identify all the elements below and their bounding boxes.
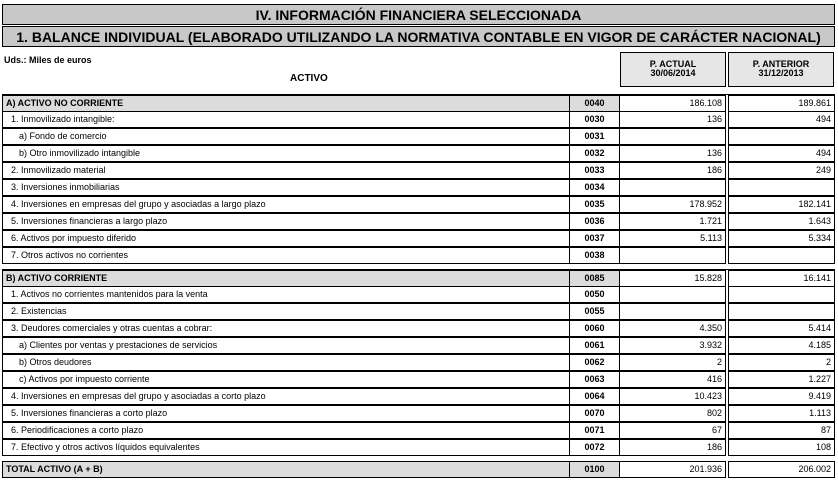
row-label: 7. Efectivo y otros activos líquidos equivalentes: [2, 439, 569, 456]
row-label: 5. Inversiones financieras a corto plazo: [2, 405, 569, 422]
table-row: [2, 286, 835, 303]
value-anterior: 5.414: [728, 320, 835, 337]
row-label: 7. Otros activos no corrientes: [2, 247, 569, 264]
value-actual: 186.108: [620, 95, 726, 112]
row-code: 0085: [569, 270, 620, 287]
value-anterior: 16.141: [728, 270, 835, 287]
table-row: [2, 196, 835, 213]
report-title: IV. INFORMACIÓN FINANCIERA SELECCIONADA: [2, 4, 835, 25]
row-label: A) ACTIVO NO CORRIENTE: [2, 95, 569, 112]
table-row: [2, 388, 835, 405]
value-actual: 2: [620, 354, 726, 371]
row-code: 0030: [569, 111, 620, 128]
row-code: 0061: [569, 337, 620, 354]
value-anterior: 494: [728, 145, 835, 162]
value-actual: 416: [620, 371, 726, 388]
column-header-anterior: [728, 52, 834, 87]
row-label: 2. Inmovilizado material: [2, 162, 569, 179]
units-label: Uds.: Miles de euros: [4, 55, 92, 65]
value-actual: [620, 286, 726, 303]
value-actual: 15.828: [620, 270, 726, 287]
balance-title: 1. BALANCE INDIVIDUAL (ELABORADO UTILIZANDO LA NORMATIVA CONTABLE EN VIGOR DE CARÁCTER NACIONAL): [2, 26, 835, 47]
table-row: [2, 320, 835, 337]
value-anterior: 108: [728, 439, 835, 456]
row-code: 0040: [569, 95, 620, 112]
column-anterior-label: P. ANTERIOR: [752, 59, 810, 69]
value-actual: 5.113: [620, 230, 726, 247]
total-row: [2, 461, 835, 478]
row-label: b) Otro inmovilizado intangible: [2, 145, 569, 162]
value-actual: 201.936: [620, 461, 726, 478]
table-row: [2, 337, 835, 354]
value-actual: 10.423: [620, 388, 726, 405]
value-anterior: 9.419: [728, 388, 835, 405]
row-label: 5. Inversiones financieras a largo plazo: [2, 213, 569, 230]
row-label: 4. Inversiones en empresas del grupo y asociadas a corto plazo: [2, 388, 569, 405]
row-code: 0072: [569, 439, 620, 456]
row-code: 0063: [569, 371, 620, 388]
row-label: 1. Activos no corrientes mantenidos para la venta: [2, 286, 569, 303]
row-label: 6. Periodificaciones a corto plazo: [2, 422, 569, 439]
row-code: 0100: [569, 461, 620, 478]
row-code: 0035: [569, 196, 620, 213]
value-actual: [620, 179, 726, 196]
row-label: 2. Existencias: [2, 303, 569, 320]
row-code: 0038: [569, 247, 620, 264]
table-row: [2, 162, 835, 179]
value-anterior: [728, 303, 835, 320]
activo-heading: ACTIVO: [290, 73, 328, 84]
table-row: [2, 303, 835, 320]
value-anterior: 1.643: [728, 213, 835, 230]
table-row: [2, 128, 835, 145]
value-actual: 3.932: [620, 337, 726, 354]
row-code: 0062: [569, 354, 620, 371]
value-anterior: 1.113: [728, 405, 835, 422]
column-actual-label: P. ACTUAL: [649, 59, 697, 69]
value-anterior: 87: [728, 422, 835, 439]
value-anterior: 494: [728, 111, 835, 128]
row-code: 0060: [569, 320, 620, 337]
row-code: 0064: [569, 388, 620, 405]
value-anterior: 5.334: [728, 230, 835, 247]
value-anterior: 2: [728, 354, 835, 371]
row-label: a) Fondo de comercio: [2, 128, 569, 145]
table-row: [2, 405, 835, 422]
column-header-actual: [620, 52, 726, 87]
table-row: [2, 439, 835, 456]
value-anterior: [728, 179, 835, 196]
value-anterior: 189.861: [728, 95, 835, 112]
row-label: 3. Deudores comerciales y otras cuentas a cobrar:: [2, 320, 569, 337]
row-code: 0071: [569, 422, 620, 439]
table-row: [2, 354, 835, 371]
value-anterior: 206.002: [728, 461, 835, 478]
value-actual: 4.350: [620, 320, 726, 337]
table-row: [2, 213, 835, 230]
table-row: [2, 371, 835, 388]
row-label: b) Otros deudores: [2, 354, 569, 371]
table-row: [2, 422, 835, 439]
row-label: 4. Inversiones en empresas del grupo y asociadas a largo plazo: [2, 196, 569, 213]
row-label: c) Activos por impuesto corriente: [2, 371, 569, 388]
row-code: 0033: [569, 162, 620, 179]
row-code: 0037: [569, 230, 620, 247]
table-row: [2, 145, 835, 162]
column-anterior-date: 31/12/2013: [758, 68, 804, 78]
row-code: 0070: [569, 405, 620, 422]
table-row: [2, 111, 835, 128]
value-actual: [620, 303, 726, 320]
value-actual: 136: [620, 111, 726, 128]
row-code: 0050: [569, 286, 620, 303]
table-row: [2, 230, 835, 247]
table-row: [2, 179, 835, 196]
section-row: [2, 94, 835, 112]
row-code: 0031: [569, 128, 620, 145]
row-code: 0034: [569, 179, 620, 196]
value-actual: 136: [620, 145, 726, 162]
value-anterior: 249: [728, 162, 835, 179]
value-actual: [620, 128, 726, 145]
value-actual: 186: [620, 162, 726, 179]
value-actual: 178.952: [620, 196, 726, 213]
value-actual: 186: [620, 439, 726, 456]
row-label: 6. Activos por impuesto diferido: [2, 230, 569, 247]
row-label: a) Clientes por ventas y prestaciones de servicios: [2, 337, 569, 354]
row-code: 0036: [569, 213, 620, 230]
table-row: [2, 247, 835, 264]
value-actual: [620, 247, 726, 264]
row-label: 1. Inmovilizado intangible:: [2, 111, 569, 128]
value-actual: 67: [620, 422, 726, 439]
value-anterior: [728, 247, 835, 264]
value-actual: 1.721: [620, 213, 726, 230]
row-label: 3. Inversiones inmobiliarias: [2, 179, 569, 196]
value-anterior: 1.227: [728, 371, 835, 388]
value-anterior: [728, 286, 835, 303]
value-anterior: 4.185: [728, 337, 835, 354]
row-code: 0055: [569, 303, 620, 320]
value-actual: 802: [620, 405, 726, 422]
row-label: B) ACTIVO CORRIENTE: [2, 270, 569, 287]
value-anterior: [728, 128, 835, 145]
row-label: TOTAL ACTIVO (A + B): [2, 461, 569, 478]
section-row: [2, 269, 835, 287]
column-actual-date: 30/06/2014: [650, 68, 696, 78]
value-anterior: 182.141: [728, 196, 835, 213]
row-code: 0032: [569, 145, 620, 162]
